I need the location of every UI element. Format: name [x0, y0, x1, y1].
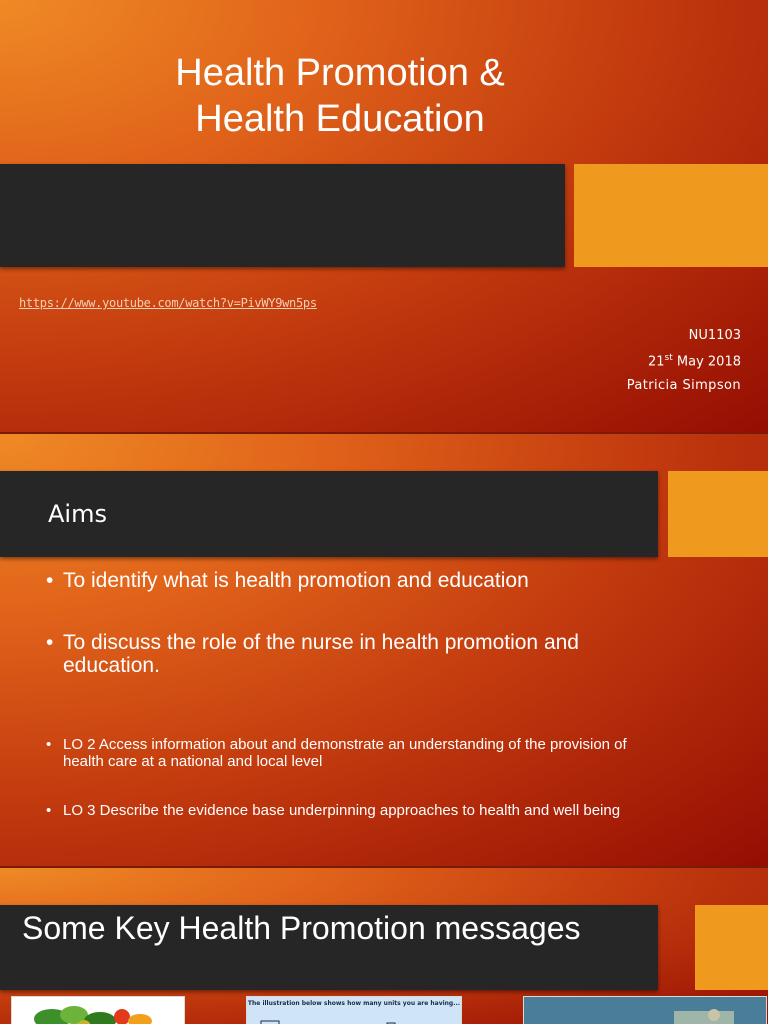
bullet-item [46, 802, 646, 819]
accent-block [695, 905, 768, 990]
aims-heading: Aims [48, 500, 107, 528]
bullet-item [46, 736, 646, 770]
bullet-dot: • [46, 802, 52, 819]
slide-title[interactable] [0, 0, 768, 432]
course-code: NU1103 [688, 328, 741, 343]
date-day: 21 [648, 354, 665, 370]
bullet-item [46, 631, 626, 677]
title-line-1: Health Promotion & [175, 52, 505, 94]
bullet-text: To identify what is health promotion and education [63, 569, 529, 592]
thumbnail-caption: The illustration below shows how many units you are having... [247, 1000, 461, 1007]
bullet-text: To discuss the role of the nurse in health promotion and education. [63, 631, 579, 677]
title-line-2: Health Education [195, 98, 485, 140]
drink-glasses-icon [247, 997, 461, 1024]
youtube-link[interactable]: https://www.youtube.com/watch?v=PivWY9wn5ps [19, 296, 317, 310]
photo-icon [524, 997, 766, 1024]
fruit-vegetables-icon [12, 997, 184, 1024]
bullet-item [46, 569, 626, 592]
accent-block [574, 164, 768, 267]
bullet-dot: • [46, 736, 52, 753]
photo-thumbnail[interactable] [523, 996, 767, 1024]
alcohol-units-thumbnail[interactable] [246, 996, 462, 1024]
accent-block [668, 471, 768, 557]
presenter-name: Patricia Simpson [626, 378, 741, 393]
slide-title-heading [60, 50, 620, 142]
bullet-text: LO 3 Describe the evidence base underpinning approaches to health and well being [63, 802, 621, 819]
key-messages-heading: Some Key Health Promotion messages [22, 910, 581, 946]
bullet-text: LO 2 Access information about and demonstrate an understanding of the provision of health care at a national and local level [63, 736, 627, 770]
slide-key-messages[interactable] [0, 868, 768, 1024]
bullet-dot: • [46, 631, 54, 654]
fruit-vegetables-thumbnail[interactable] [11, 996, 185, 1024]
dark-band [0, 164, 565, 267]
slide-aims[interactable] [0, 434, 768, 866]
bullet-dot: • [46, 569, 54, 592]
date-rest: May 2018 [672, 354, 741, 370]
date-suffix: st [664, 353, 673, 363]
presentation-date [648, 353, 741, 369]
